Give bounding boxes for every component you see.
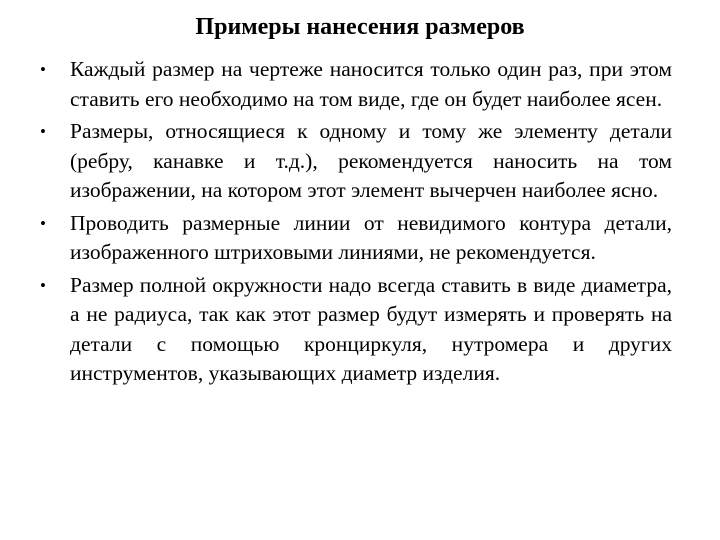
bullet-marker: •	[40, 60, 46, 79]
bullet-item-3	[38, 209, 672, 268]
bullet-marker: •	[40, 122, 46, 141]
bullet-text-1: Каждый размер на чертеже наносится только один раз, при этом ставить его необходимо на том виде, где он будет наиболее ясен.	[70, 57, 672, 111]
bullet-marker: •	[40, 275, 46, 295]
bullet-marker: •	[40, 213, 46, 233]
bullet-text-2: Размеры, относящиеся к одному и тому же элементу детали (ребру, канавке и т.д.), рекомендуется наносить на том изображении, на котором этот элемент вычерчен наиболее ясно.	[70, 119, 672, 202]
slide-title: Примеры нанесения размеров	[195, 14, 525, 40]
bullet-text-4: Размер полной окружности надо всегда ставить в виде диаметра, а не радиуса, так как этот размер будут измерять и проверять на детали с помощью кронциркуля, нутромера и других инструментов, указывающих диаметр изделия.	[70, 272, 672, 385]
bullet-text-3: Проводить размерные линии от невидимого контура детали, изображенного штриховыми линиями, не рекомендуется.	[70, 210, 672, 264]
bullet-list	[38, 55, 672, 392]
bullet-item-1	[38, 55, 672, 114]
bullet-item-4	[38, 271, 672, 389]
bullet-item-2	[38, 117, 672, 206]
